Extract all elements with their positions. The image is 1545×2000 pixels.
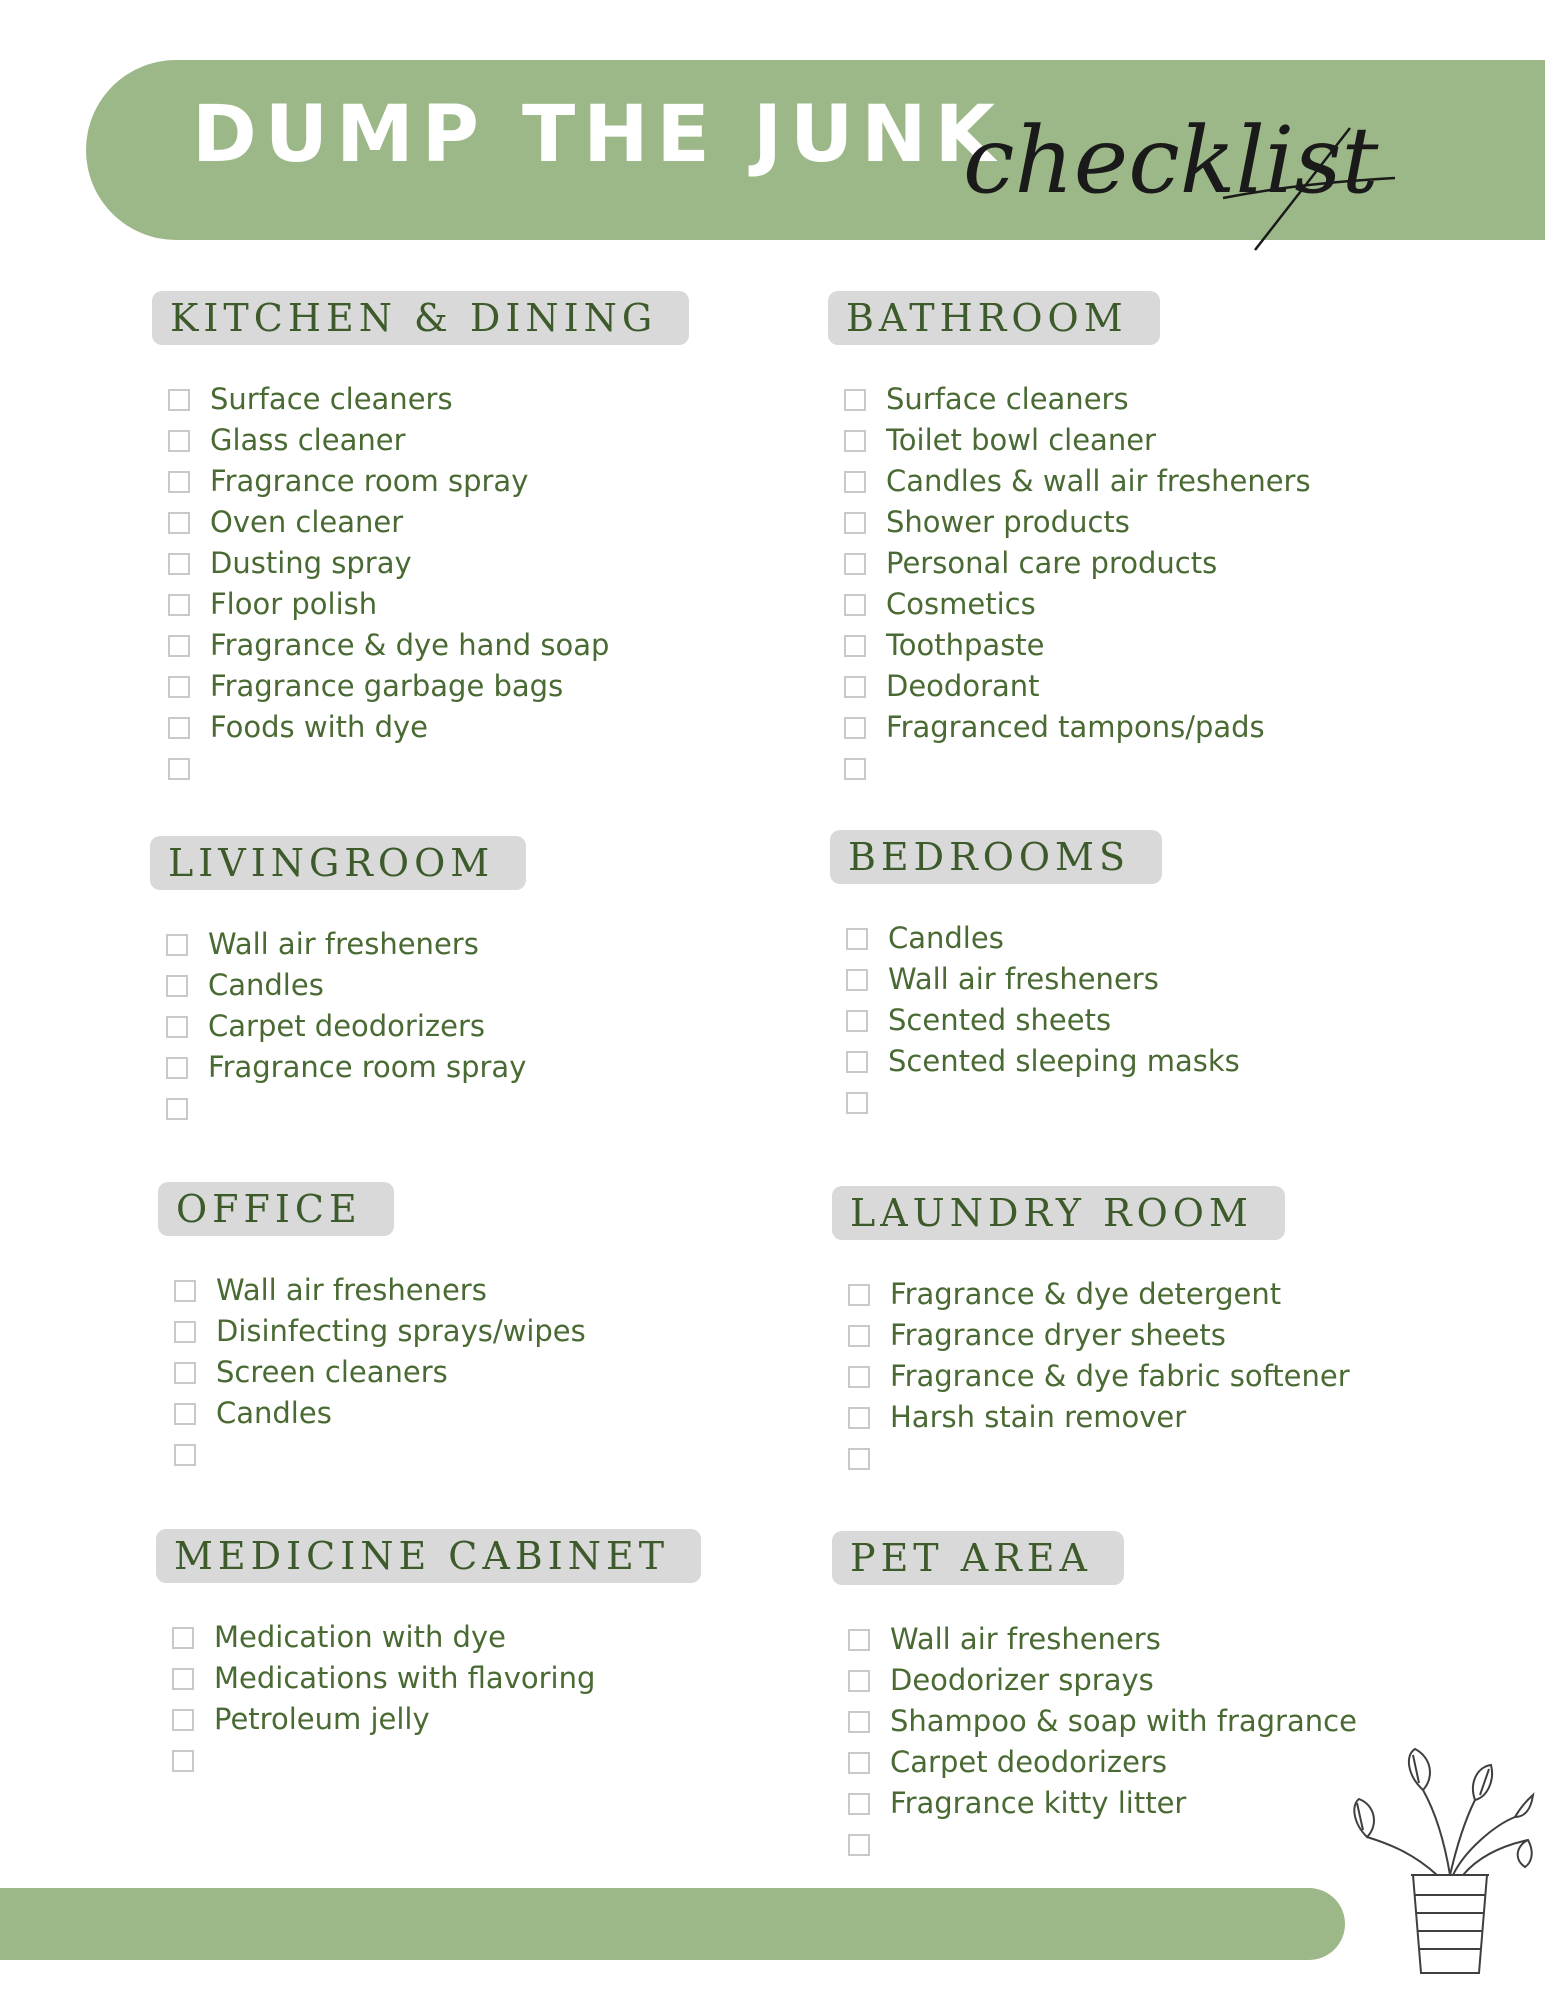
checklist-item xyxy=(846,1082,1240,1123)
item-label: Shampoo & soap with fragrance xyxy=(890,1704,1357,1738)
item-label: Wall air fresheners xyxy=(888,962,1159,996)
checklist-item xyxy=(844,502,1311,543)
section-pet-area xyxy=(832,1531,1357,1865)
checkbox[interactable] xyxy=(848,1325,870,1347)
checkbox[interactable] xyxy=(168,389,190,411)
checklist xyxy=(152,379,689,789)
item-label: Glass cleaner xyxy=(210,423,406,457)
item-label: Carpet deodorizers xyxy=(208,1009,486,1043)
checkbox[interactable] xyxy=(848,1711,870,1733)
checklist-item xyxy=(168,379,689,420)
checklist xyxy=(150,924,526,1129)
checklist-item xyxy=(844,543,1311,584)
checkbox[interactable] xyxy=(174,1280,196,1302)
item-label: Surface cleaners xyxy=(886,382,1129,416)
checklist-item xyxy=(168,420,689,461)
item-label: Dusting spray xyxy=(210,546,412,580)
checkbox[interactable] xyxy=(848,1629,870,1651)
checklist-item xyxy=(848,1356,1350,1397)
checkbox[interactable] xyxy=(166,1057,188,1079)
checklist-item xyxy=(848,1742,1357,1783)
item-label: Deodorant xyxy=(886,669,1040,703)
checklist-item xyxy=(172,1740,701,1781)
checklist-item xyxy=(844,666,1311,707)
checklist-item xyxy=(168,748,689,789)
checklist xyxy=(832,1274,1350,1479)
section-title: MEDICINE CABINET xyxy=(156,1529,701,1583)
item-label: Harsh stain remover xyxy=(890,1400,1187,1434)
checkbox[interactable] xyxy=(166,1098,188,1120)
checklist-item xyxy=(172,1617,701,1658)
checkbox[interactable] xyxy=(846,1010,868,1032)
checkbox[interactable] xyxy=(844,471,866,493)
checkbox[interactable] xyxy=(846,1051,868,1073)
item-label: Fragranced tampons/pads xyxy=(886,710,1265,744)
checklist-item xyxy=(846,959,1240,1000)
checklist xyxy=(156,1617,701,1781)
checkbox[interactable] xyxy=(844,389,866,411)
item-label: Fragrance room spray xyxy=(210,464,529,498)
item-label: Wall air fresheners xyxy=(216,1273,487,1307)
checkbox[interactable] xyxy=(848,1366,870,1388)
item-label: Fragrance garbage bags xyxy=(210,669,564,703)
item-label: Fragrance & dye fabric softener xyxy=(890,1359,1350,1393)
checklist-script-title xyxy=(955,100,1405,260)
checklist-item xyxy=(174,1270,586,1311)
checklist-item xyxy=(174,1352,586,1393)
checklist-item xyxy=(848,1397,1350,1438)
checkbox[interactable] xyxy=(844,430,866,452)
checklist-item xyxy=(174,1434,586,1475)
checkbox[interactable] xyxy=(168,594,190,616)
checklist-item xyxy=(844,379,1311,420)
checkbox[interactable] xyxy=(848,1752,870,1774)
checklist-item xyxy=(844,707,1311,748)
checklist-item xyxy=(172,1699,701,1740)
checkbox[interactable] xyxy=(168,676,190,698)
checklist-item xyxy=(168,502,689,543)
item-label: Scented sheets xyxy=(888,1003,1112,1037)
section-title: KITCHEN & DINING xyxy=(152,291,689,345)
checklist-item xyxy=(166,1006,526,1047)
item-label: Toilet bowl cleaner xyxy=(886,423,1156,457)
section-title: BATHROOM xyxy=(828,291,1160,345)
item-label: Toothpaste xyxy=(886,628,1045,662)
checklist-item xyxy=(846,1041,1240,1082)
potted-plant-icon xyxy=(1345,1745,1535,1975)
checklist xyxy=(830,918,1240,1123)
checkbox[interactable] xyxy=(844,676,866,698)
item-label: Fragrance & dye detergent xyxy=(890,1277,1282,1311)
checklist-item xyxy=(848,1660,1357,1701)
checklist-item xyxy=(844,420,1311,461)
section-title: PET AREA xyxy=(832,1531,1124,1585)
section-title: LAUNDRY ROOM xyxy=(832,1186,1285,1240)
checkbox[interactable] xyxy=(848,1793,870,1815)
item-label: Floor polish xyxy=(210,587,378,621)
checkbox[interactable] xyxy=(166,975,188,997)
checkbox[interactable] xyxy=(848,1284,870,1306)
checklist-item xyxy=(848,1619,1357,1660)
section-laundry-room xyxy=(832,1186,1350,1479)
item-label: Foods with dye xyxy=(210,710,429,744)
checklist-item xyxy=(848,1824,1357,1865)
section-bedrooms xyxy=(830,830,1240,1123)
checkbox[interactable] xyxy=(172,1627,194,1649)
item-label: Shower products xyxy=(886,505,1130,539)
item-label: Deodorizer sprays xyxy=(890,1663,1154,1697)
checkbox[interactable] xyxy=(168,717,190,739)
checklist-item xyxy=(848,1783,1357,1824)
item-label: Carpet deodorizers xyxy=(890,1745,1168,1779)
checkbox[interactable] xyxy=(168,635,190,657)
checkbox[interactable] xyxy=(166,934,188,956)
checkbox[interactable] xyxy=(168,430,190,452)
section-medicine-cabinet xyxy=(156,1529,701,1781)
checklist-item xyxy=(166,965,526,1006)
checklist-item xyxy=(166,924,526,965)
checklist-item xyxy=(166,1047,526,1088)
checklist-item xyxy=(848,1701,1357,1742)
checklist-item xyxy=(168,666,689,707)
item-label: Fragrance room spray xyxy=(208,1050,527,1084)
item-label: Cosmetics xyxy=(886,587,1036,621)
checkbox[interactable] xyxy=(846,928,868,950)
item-label: Personal care products xyxy=(886,546,1218,580)
checkbox[interactable] xyxy=(172,1709,194,1731)
checklist-item xyxy=(168,543,689,584)
item-label: Fragrance dryer sheets xyxy=(890,1318,1226,1352)
item-label: Scented sleeping masks xyxy=(888,1044,1240,1078)
item-label: Candles xyxy=(888,921,1004,955)
footer-bar xyxy=(0,1888,1345,1960)
item-label: Candles xyxy=(208,968,324,1002)
checkbox[interactable] xyxy=(174,1444,196,1466)
checkbox[interactable] xyxy=(174,1403,196,1425)
checkbox[interactable] xyxy=(848,1834,870,1856)
item-label: Screen cleaners xyxy=(216,1355,448,1389)
item-label: Disinfecting sprays/wipes xyxy=(216,1314,586,1348)
checkbox[interactable] xyxy=(848,1670,870,1692)
checklist-item xyxy=(172,1658,701,1699)
checkbox[interactable] xyxy=(844,594,866,616)
checklist-item xyxy=(846,1000,1240,1041)
checklist-item xyxy=(848,1438,1350,1479)
checklist-item xyxy=(844,748,1311,789)
checkbox[interactable] xyxy=(848,1448,870,1470)
checkbox[interactable] xyxy=(172,1750,194,1772)
item-label: Oven cleaner xyxy=(210,505,404,539)
page-title: DUMP THE JUNK xyxy=(192,90,1004,180)
item-label: Wall air fresheners xyxy=(208,927,479,961)
item-label: Petroleum jelly xyxy=(214,1702,430,1736)
item-label: Fragrance kitty litter xyxy=(890,1786,1187,1820)
item-label: Wall air fresheners xyxy=(890,1622,1161,1656)
section-title: OFFICE xyxy=(158,1182,394,1236)
checkbox[interactable] xyxy=(844,635,866,657)
checklist-item xyxy=(846,918,1240,959)
checklist-item xyxy=(166,1088,526,1129)
checklist-item xyxy=(168,707,689,748)
section-livingroom xyxy=(150,836,526,1129)
item-label: Fragrance & dye hand soap xyxy=(210,628,610,662)
checklist-item xyxy=(168,584,689,625)
item-label: Surface cleaners xyxy=(210,382,453,416)
checklist-item xyxy=(168,461,689,502)
checkbox[interactable] xyxy=(844,512,866,534)
checklist-item xyxy=(844,461,1311,502)
checklist-item xyxy=(844,584,1311,625)
checkbox[interactable] xyxy=(168,512,190,534)
checkbox[interactable] xyxy=(848,1407,870,1429)
checkbox[interactable] xyxy=(168,553,190,575)
checklist-item xyxy=(168,625,689,666)
checkbox[interactable] xyxy=(168,471,190,493)
checklist xyxy=(832,1619,1357,1865)
checklist xyxy=(158,1270,586,1475)
checkbox[interactable] xyxy=(844,717,866,739)
section-bathroom xyxy=(828,291,1311,789)
item-label: Candles xyxy=(216,1396,332,1430)
checklist-item xyxy=(174,1311,586,1352)
checklist-script-text: checklist xyxy=(963,107,1379,214)
checklist-item xyxy=(844,625,1311,666)
checkbox[interactable] xyxy=(846,969,868,991)
checkbox[interactable] xyxy=(844,758,866,780)
checkbox[interactable] xyxy=(166,1016,188,1038)
checklist xyxy=(828,379,1311,789)
item-label: Candles & wall air fresheners xyxy=(886,464,1311,498)
item-label: Medications with flavoring xyxy=(214,1661,596,1695)
section-title: BEDROOMS xyxy=(830,830,1162,884)
checkbox[interactable] xyxy=(846,1092,868,1114)
section-kitchen-dining xyxy=(152,291,689,789)
checklist-item xyxy=(848,1274,1350,1315)
checklist-item xyxy=(848,1315,1350,1356)
section-office xyxy=(158,1182,586,1475)
section-title: LIVINGROOM xyxy=(150,836,526,890)
item-label: Medication with dye xyxy=(214,1620,506,1654)
checklist-item xyxy=(174,1393,586,1434)
checkbox[interactable] xyxy=(174,1362,196,1384)
checkbox[interactable] xyxy=(172,1668,194,1690)
checkbox[interactable] xyxy=(174,1321,196,1343)
checkbox[interactable] xyxy=(168,758,190,780)
checkbox[interactable] xyxy=(844,553,866,575)
